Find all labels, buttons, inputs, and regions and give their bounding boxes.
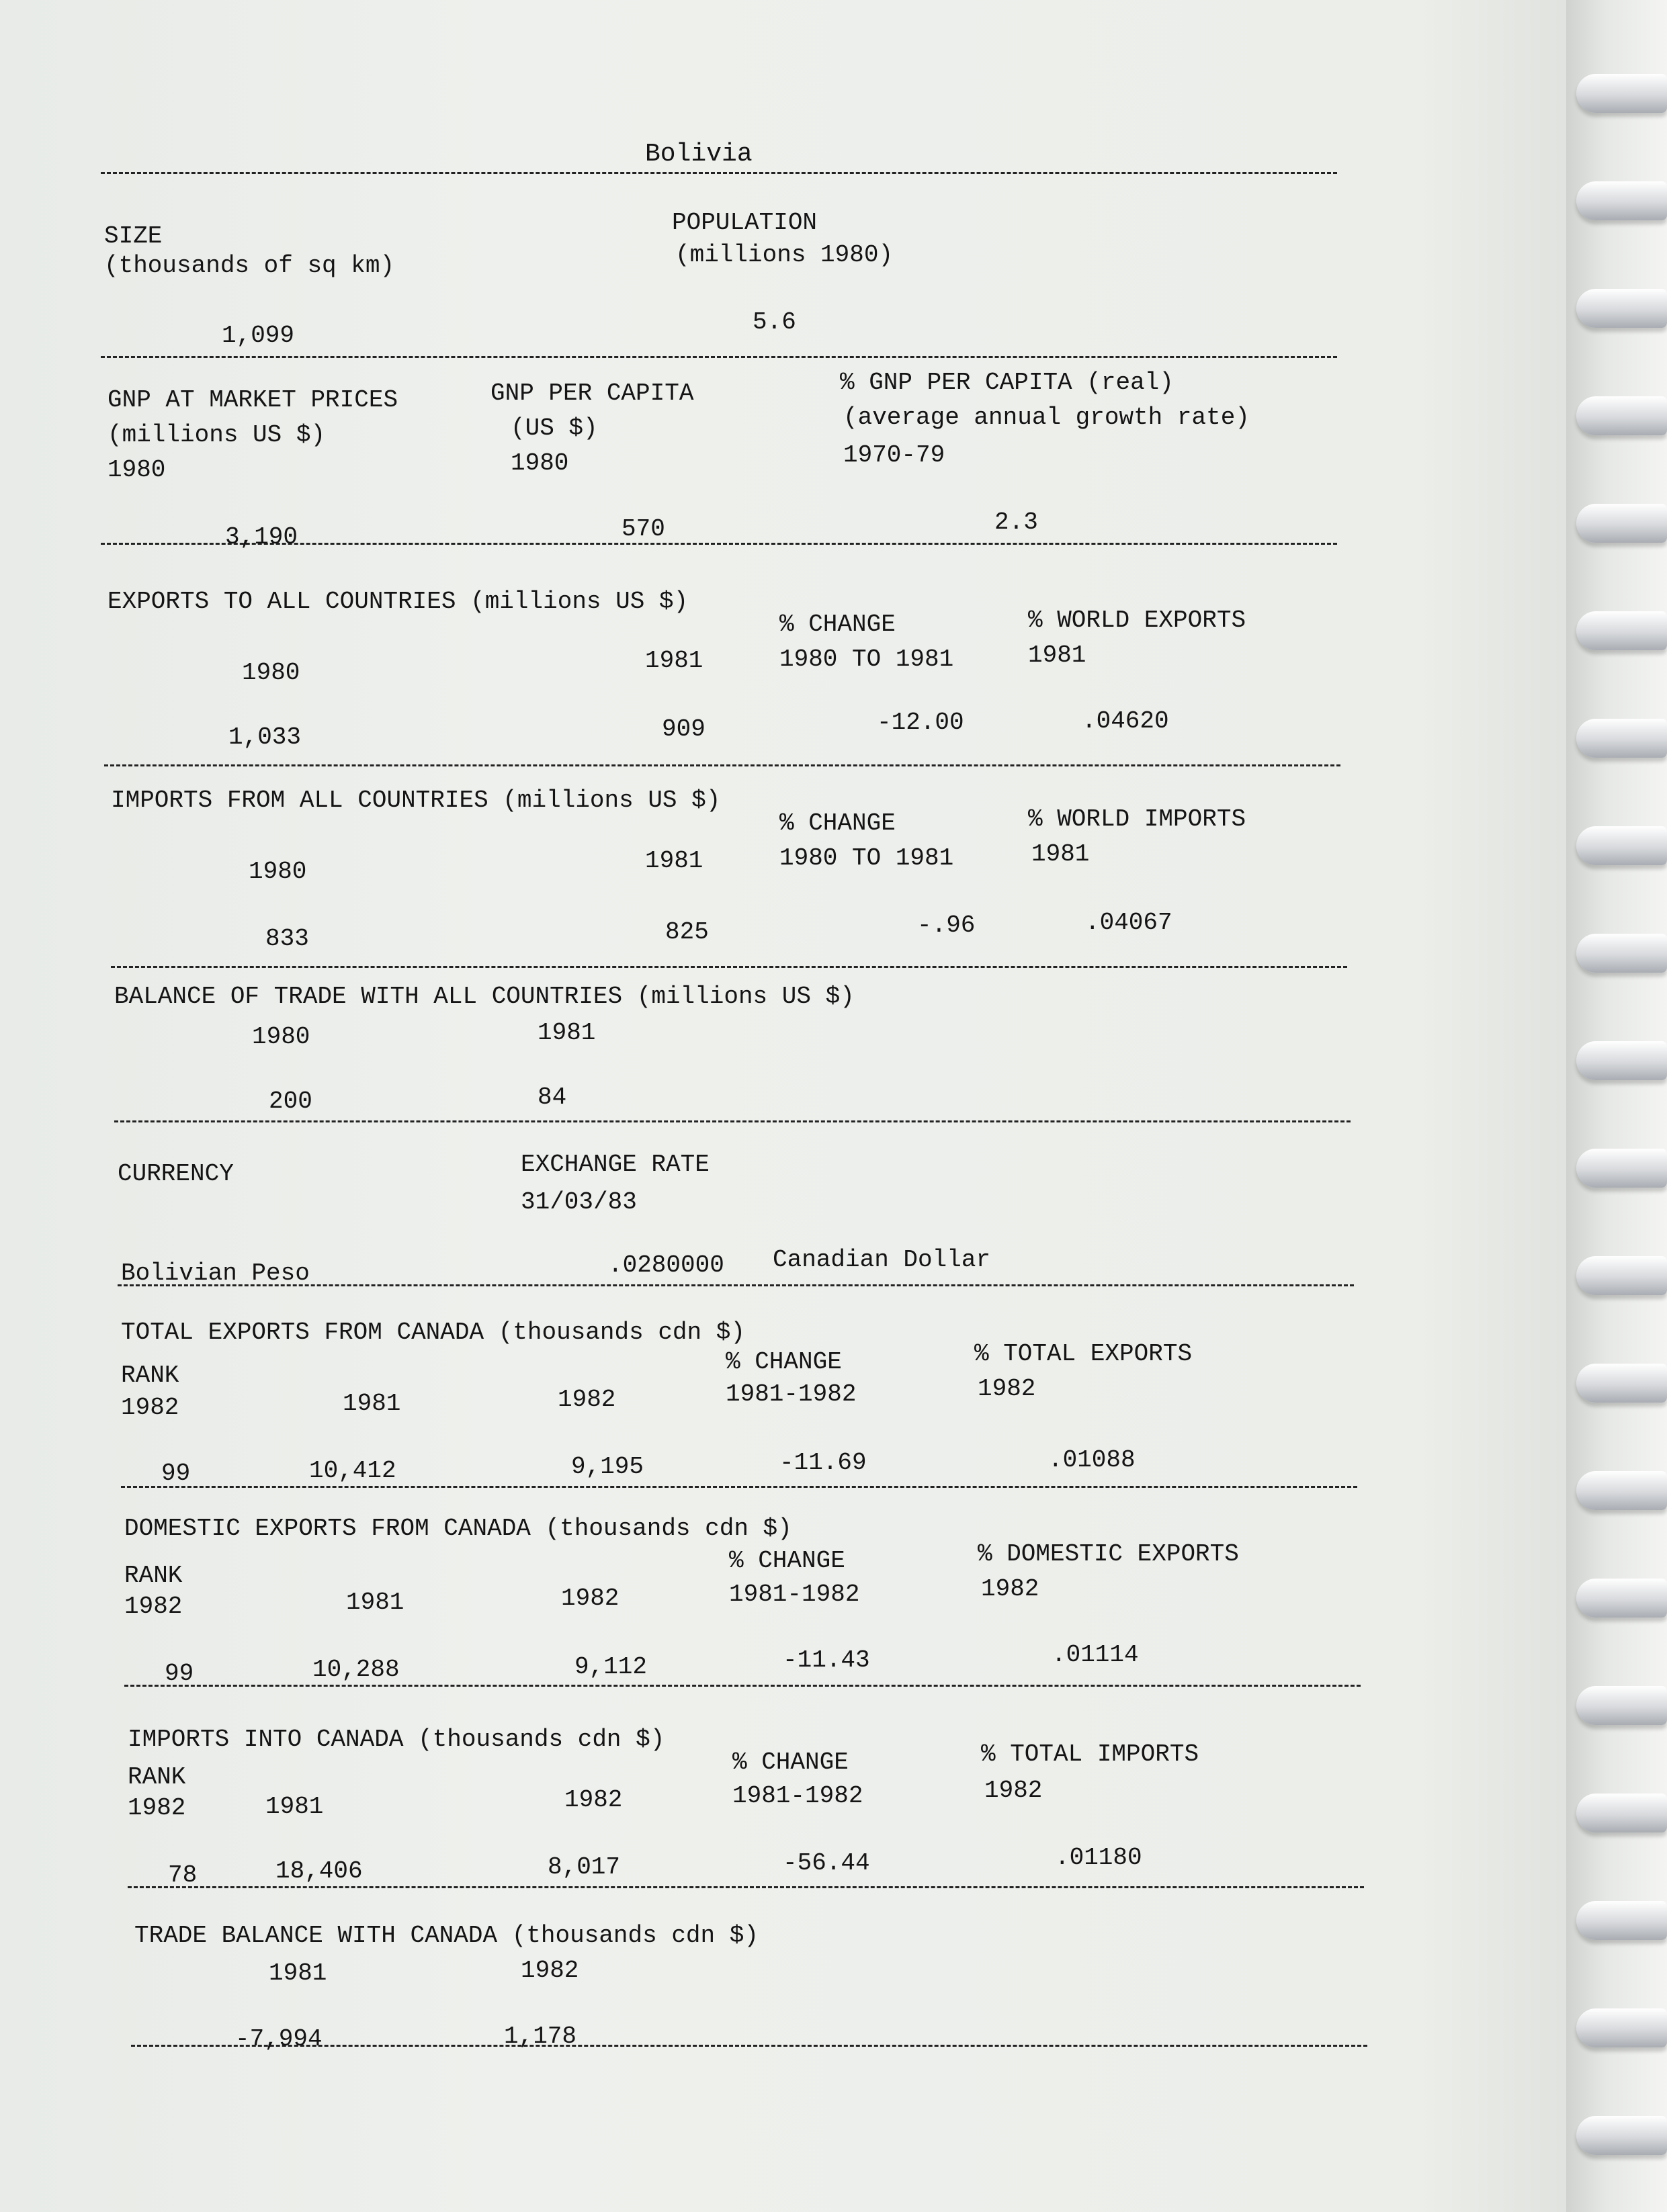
separator: [111, 966, 1347, 968]
separator: [104, 764, 1340, 766]
balance-all-value-1: 200: [269, 1088, 312, 1115]
imports-all-change-period: 1980 TO 1981: [779, 844, 954, 872]
size-label: SIZE: [104, 222, 163, 250]
imports-canada-rank-year: 1982: [128, 1794, 186, 1822]
domestic-exports-share-value: .01114: [1052, 1641, 1139, 1669]
imports-canada-rank-value: 78: [168, 1861, 198, 1889]
imports-all-value-2: 825: [665, 918, 709, 946]
imports-all-share-value: .04067: [1085, 909, 1172, 936]
imports-canada-share-year: 1982: [984, 1777, 1043, 1804]
domestic-exports-value-2: 9,112: [574, 1653, 648, 1681]
exports-all-year-1: 1980: [242, 659, 300, 687]
balance-all-year-2: 1981: [538, 1019, 596, 1047]
total-exports-rank-header: RANK: [121, 1362, 179, 1389]
total-exports-share-header: % TOTAL EXPORTS: [974, 1340, 1193, 1368]
imports-canada-year-2: 1982: [564, 1786, 623, 1814]
exports-all-change-value: -12.00: [877, 709, 964, 736]
imports-all-year-1: 1980: [249, 858, 307, 885]
total-exports-change-period: 1981-1982: [726, 1380, 857, 1408]
binding-coil: [1576, 396, 1667, 435]
gnp-market-label: GNP AT MARKET PRICES: [108, 386, 398, 414]
domestic-exports-change-header: % CHANGE: [729, 1547, 845, 1575]
domestic-exports-change-value: -11.43: [783, 1646, 870, 1674]
total-exports-rank-year: 1982: [121, 1394, 179, 1421]
balance-all-label: BALANCE OF TRADE WITH ALL COUNTRIES (millions US $): [114, 983, 855, 1010]
total-exports-share-value: .01088: [1048, 1446, 1136, 1474]
imports-all-value-1: 833: [265, 925, 309, 953]
exports-all-share-header: % WORLD EXPORTS: [1028, 607, 1246, 634]
gnp-percap-year: 1980: [511, 449, 569, 477]
population-value: 5.6: [753, 308, 796, 336]
imports-canada-label: IMPORTS INTO CANADA (thousands cdn $): [128, 1726, 665, 1753]
binding-coil: [1576, 934, 1667, 973]
imports-canada-share-value: .01180: [1055, 1844, 1142, 1871]
domestic-exports-year-1: 1981: [346, 1589, 404, 1616]
imports-all-label: IMPORTS FROM ALL COUNTRIES (millions US $): [111, 787, 721, 814]
currency-label: CURRENCY: [118, 1160, 234, 1188]
separator: [114, 1120, 1351, 1122]
total-exports-rank-value: 99: [161, 1460, 191, 1487]
binding-coil: [1576, 504, 1667, 543]
binding-coil: [1576, 1471, 1667, 1510]
domestic-exports-rank-header: RANK: [124, 1562, 183, 1589]
separator: [124, 1685, 1361, 1687]
total-exports-change-header: % CHANGE: [726, 1348, 842, 1376]
trade-balance-canada-value-1: -7,994: [235, 2025, 323, 2053]
spiral-binding: [1566, 0, 1667, 2212]
total-exports-value-2: 9,195: [571, 1453, 644, 1480]
binding-coil: [1576, 1794, 1667, 1832]
gnp-growth-value: 2.3: [994, 508, 1038, 536]
imports-canada-change-header: % CHANGE: [732, 1749, 849, 1776]
exports-all-label: EXPORTS TO ALL COUNTRIES (millions US $): [108, 588, 689, 615]
binding-coil: [1576, 719, 1667, 758]
exports-all-change-header: % CHANGE: [779, 611, 896, 638]
imports-canada-change-value: -56.44: [783, 1849, 870, 1877]
gnp-market-year: 1980: [108, 456, 166, 484]
binding-coil: [1576, 74, 1667, 113]
separator: [101, 356, 1337, 358]
exports-all-value-1: 1,033: [228, 723, 302, 751]
exchange-rate-label: EXCHANGE RATE: [521, 1151, 710, 1178]
gnp-growth-label: % GNP PER CAPITA (real): [840, 369, 1174, 396]
domestic-exports-change-period: 1981-1982: [729, 1581, 860, 1608]
imports-all-change-value: -.96: [917, 912, 976, 939]
imports-all-share-header: % WORLD IMPORTS: [1028, 805, 1246, 833]
gnp-growth-unit: (average annual growth rate): [843, 404, 1250, 431]
total-exports-label: TOTAL EXPORTS FROM CANADA (thousands cdn $): [121, 1319, 745, 1346]
domestic-exports-rank-year: 1982: [124, 1593, 183, 1620]
exports-all-change-period: 1980 TO 1981: [779, 646, 954, 673]
binding-coil: [1576, 289, 1667, 328]
gnp-growth-period: 1970-79: [843, 441, 945, 469]
domestic-exports-year-2: 1982: [561, 1585, 619, 1612]
gnp-percap-value: 570: [622, 515, 665, 543]
balance-all-year-1: 1980: [252, 1023, 310, 1051]
total-exports-value-1: 10,412: [309, 1457, 396, 1485]
separator: [101, 172, 1337, 174]
domestic-exports-share-year: 1982: [981, 1575, 1039, 1603]
binding-coil: [1576, 2008, 1667, 2047]
binding-coil: [1576, 1041, 1667, 1080]
total-exports-change-value: -11.69: [779, 1449, 867, 1476]
exchange-rate-value: .0280000: [608, 1251, 724, 1279]
imports-canada-rank-header: RANK: [128, 1763, 186, 1791]
separator: [121, 1486, 1357, 1488]
binding-coil: [1576, 181, 1667, 220]
binding-coil: [1576, 1901, 1667, 1940]
gnp-percap-label: GNP PER CAPITA: [490, 380, 694, 407]
size-value: 1,099: [222, 322, 295, 349]
imports-all-year-2: 1981: [645, 847, 703, 875]
gnp-percap-unit: (US $): [511, 414, 598, 442]
binding-coil: [1576, 611, 1667, 650]
balance-all-value-2: 84: [538, 1083, 567, 1111]
exports-all-share-year: 1981: [1028, 642, 1086, 669]
binding-coil: [1576, 2116, 1667, 2155]
exchange-rate-unit: Canadian Dollar: [773, 1246, 991, 1274]
gnp-market-value: 3,190: [225, 523, 298, 551]
total-exports-year-2: 1982: [558, 1386, 616, 1413]
binding-coil: [1576, 826, 1667, 865]
imports-canada-change-period: 1981-1982: [732, 1782, 863, 1810]
domestic-exports-share-header: % DOMESTIC EXPORTS: [978, 1540, 1239, 1568]
exports-all-value-2: 909: [662, 715, 706, 743]
exports-all-share-value: .04620: [1082, 707, 1169, 735]
trade-balance-canada-year-1: 1981: [269, 1959, 327, 1987]
imports-canada-share-header: % TOTAL IMPORTS: [981, 1740, 1199, 1768]
currency-name: Bolivian Peso: [121, 1259, 310, 1287]
population-unit: (millions 1980): [675, 241, 894, 269]
imports-all-share-year: 1981: [1031, 840, 1090, 868]
imports-canada-value-2: 8,017: [548, 1853, 621, 1881]
binding-coil: [1576, 1364, 1667, 1403]
gnp-market-unit: (millions US $): [108, 421, 326, 449]
domestic-exports-value-1: 10,288: [312, 1656, 400, 1683]
exports-all-year-2: 1981: [645, 647, 703, 674]
binding-coil: [1576, 1579, 1667, 1618]
domestic-exports-rank-value: 99: [165, 1660, 194, 1687]
exchange-rate-date: 31/03/83: [521, 1188, 637, 1216]
binding-coil: [1576, 1686, 1667, 1725]
binding-coil: [1576, 1149, 1667, 1188]
country-title: Bolivia: [645, 140, 753, 169]
total-exports-year-1: 1981: [343, 1390, 401, 1417]
size-unit: (thousands of sq km): [104, 252, 395, 279]
trade-balance-canada-value-2: 1,178: [504, 2023, 577, 2050]
population-label: POPULATION: [672, 209, 818, 236]
separator: [128, 1886, 1364, 1888]
imports-canada-year-1: 1981: [265, 1793, 324, 1820]
trade-balance-canada-year-2: 1982: [521, 1957, 579, 1984]
binding-coil: [1576, 1256, 1667, 1295]
total-exports-share-year: 1982: [978, 1375, 1036, 1403]
domestic-exports-label: DOMESTIC EXPORTS FROM CANADA (thousands cdn $): [124, 1515, 792, 1542]
imports-all-change-header: % CHANGE: [779, 809, 896, 837]
trade-balance-canada-label: TRADE BALANCE WITH CANADA (thousands cdn $): [134, 1922, 759, 1949]
imports-canada-value-1: 18,406: [275, 1857, 363, 1885]
